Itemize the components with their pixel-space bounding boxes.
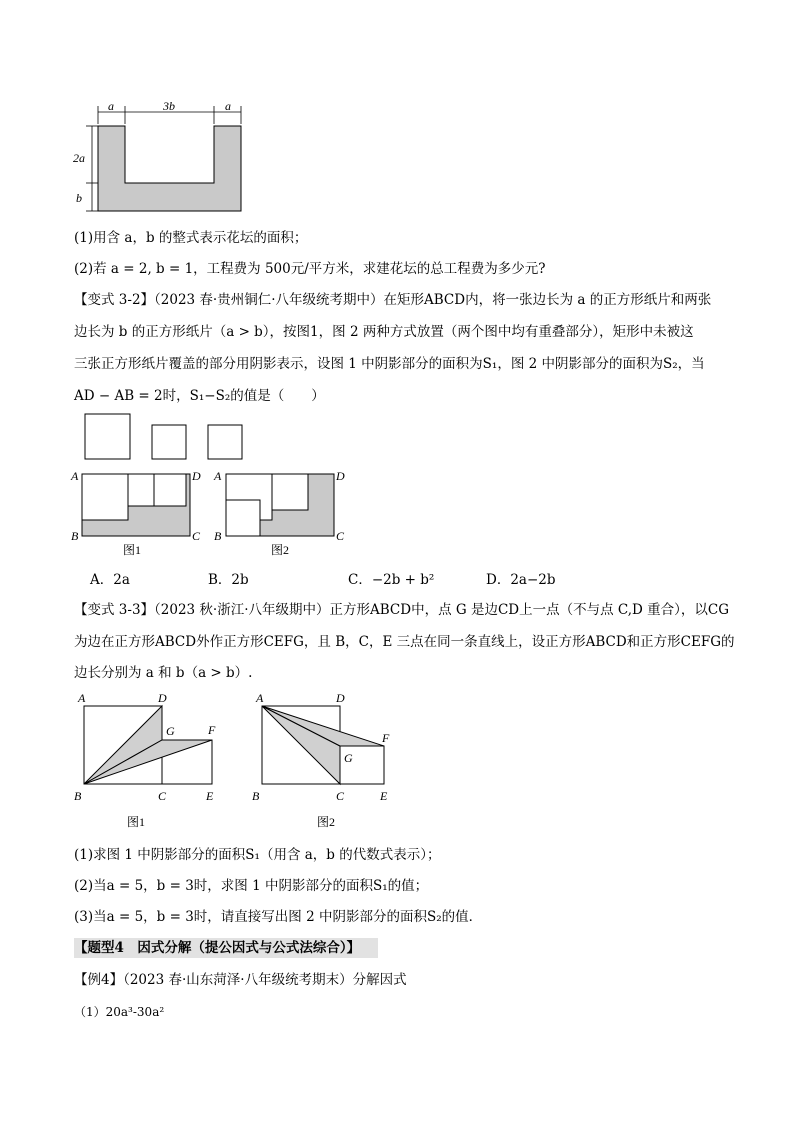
flowerbed-figure [68, 100, 248, 216]
sq1-B: B [74, 789, 82, 803]
fig1-C: C [192, 529, 201, 543]
question-1: (1)用含 a，b 的整式表示花坛的面积； [74, 230, 308, 246]
sq1-D: D [158, 691, 167, 705]
dim-2a: 2a [73, 151, 85, 165]
dim-b: b [76, 191, 82, 205]
option-a[interactable]: A．2a [90, 572, 130, 588]
fig2-D: D [336, 469, 345, 483]
sub-question-1: (1)求图 1 中阴影部分的面积S₁（用含 a，b 的代数式表示）； [74, 847, 441, 863]
fig1-caption: 图1 [122, 543, 142, 557]
question-2: (2)若 a = 2, b = 1，工程费为 500元/平方米，求建花坛的总工程费为多少元? [74, 261, 546, 277]
sq2-G: G [344, 751, 353, 765]
dim-a-left: a [108, 100, 114, 113]
fig1-D: D [192, 469, 201, 483]
sq1-caption: 图1 [126, 815, 146, 829]
sq1-C: C [158, 789, 167, 803]
example-4-item-1: （1）20a³-30a² [74, 1005, 165, 1019]
fig2-A: A [214, 469, 222, 483]
dim-a-right: a [225, 100, 231, 113]
fig2-B: B [214, 529, 222, 543]
section-heading-4: 【题型4 因式分解（提公因式与公式法综合）】 [74, 938, 378, 958]
sq2-E: E [380, 789, 388, 803]
option-d[interactable]: D．2a−2b [486, 572, 556, 588]
fig2-caption: 图2 [270, 543, 290, 557]
option-b[interactable]: B．2b [208, 572, 249, 588]
fig2-C: C [336, 529, 345, 543]
square-figures [70, 690, 400, 830]
sq1-E: E [206, 789, 214, 803]
dim-3b: 3b [163, 100, 175, 113]
variant-3-2-line3: 三张正方形纸片覆盖的部分用阴影表示，设图 1 中阴影部分的面积为S₁，图 2 中阴影部分的面积为S₂，当 [74, 356, 705, 372]
variant-3-3-line3: 边长分别为 a 和 b（a > b）. [74, 665, 253, 681]
sq1-A: A [78, 691, 86, 705]
variant-3-2-line4: AD − AB = 2时，S₁−S₂的值是（ ） [74, 388, 325, 404]
fig1-A: A [71, 469, 79, 483]
variant-3-2-line1: 【变式 3-2】（2023 春·贵州铜仁·八年级统考期中）在矩形ABCD内，将一张边长为 a 的正方形纸片和两张 [74, 292, 712, 308]
sq2-B: B [252, 789, 260, 803]
variant-3-3-line2: 为边在正方形ABCD外作正方形CEFG，且 B，C，E 三点在同一条直线上，设正方形ABCD和正方形CEFG的 [74, 634, 735, 650]
sq1-G: G [166, 724, 175, 738]
variant-3-3-line1: 【变式 3-3】（2023 秋·浙江·八年级期中）正方形ABCD中，点 G 是边CD上一点（不与点 C,D 重合），以CG [74, 602, 730, 618]
sq1-F: F [208, 723, 216, 737]
sq2-C: C [336, 789, 345, 803]
variant-3-2-line2: 边长为 b 的正方形纸片（a > b），按图1，图 2 两种方式放置（两个图中均有重叠部分），矩形中未被这 [74, 324, 694, 340]
example-4: 【例4】（2023 春·山东菏泽·八年级统考期末）分解因式 [74, 972, 407, 988]
sq2-caption: 图2 [316, 815, 336, 829]
option-c[interactable]: C．−2b + b² [348, 572, 435, 588]
sq2-A: A [256, 691, 264, 705]
sq2-D: D [336, 691, 345, 705]
sub-question-2: (2)当a = 5，b = 3时，求图 1 中阴影部分的面积S₁的值； [74, 878, 429, 894]
sq2-F: F [382, 731, 390, 745]
fig1-B: B [71, 529, 79, 543]
rect-figures [68, 410, 368, 558]
sub-question-3: (3)当a = 5，b = 3时，请直接写出图 2 中阴影部分的面积S₂的值． [74, 909, 483, 925]
